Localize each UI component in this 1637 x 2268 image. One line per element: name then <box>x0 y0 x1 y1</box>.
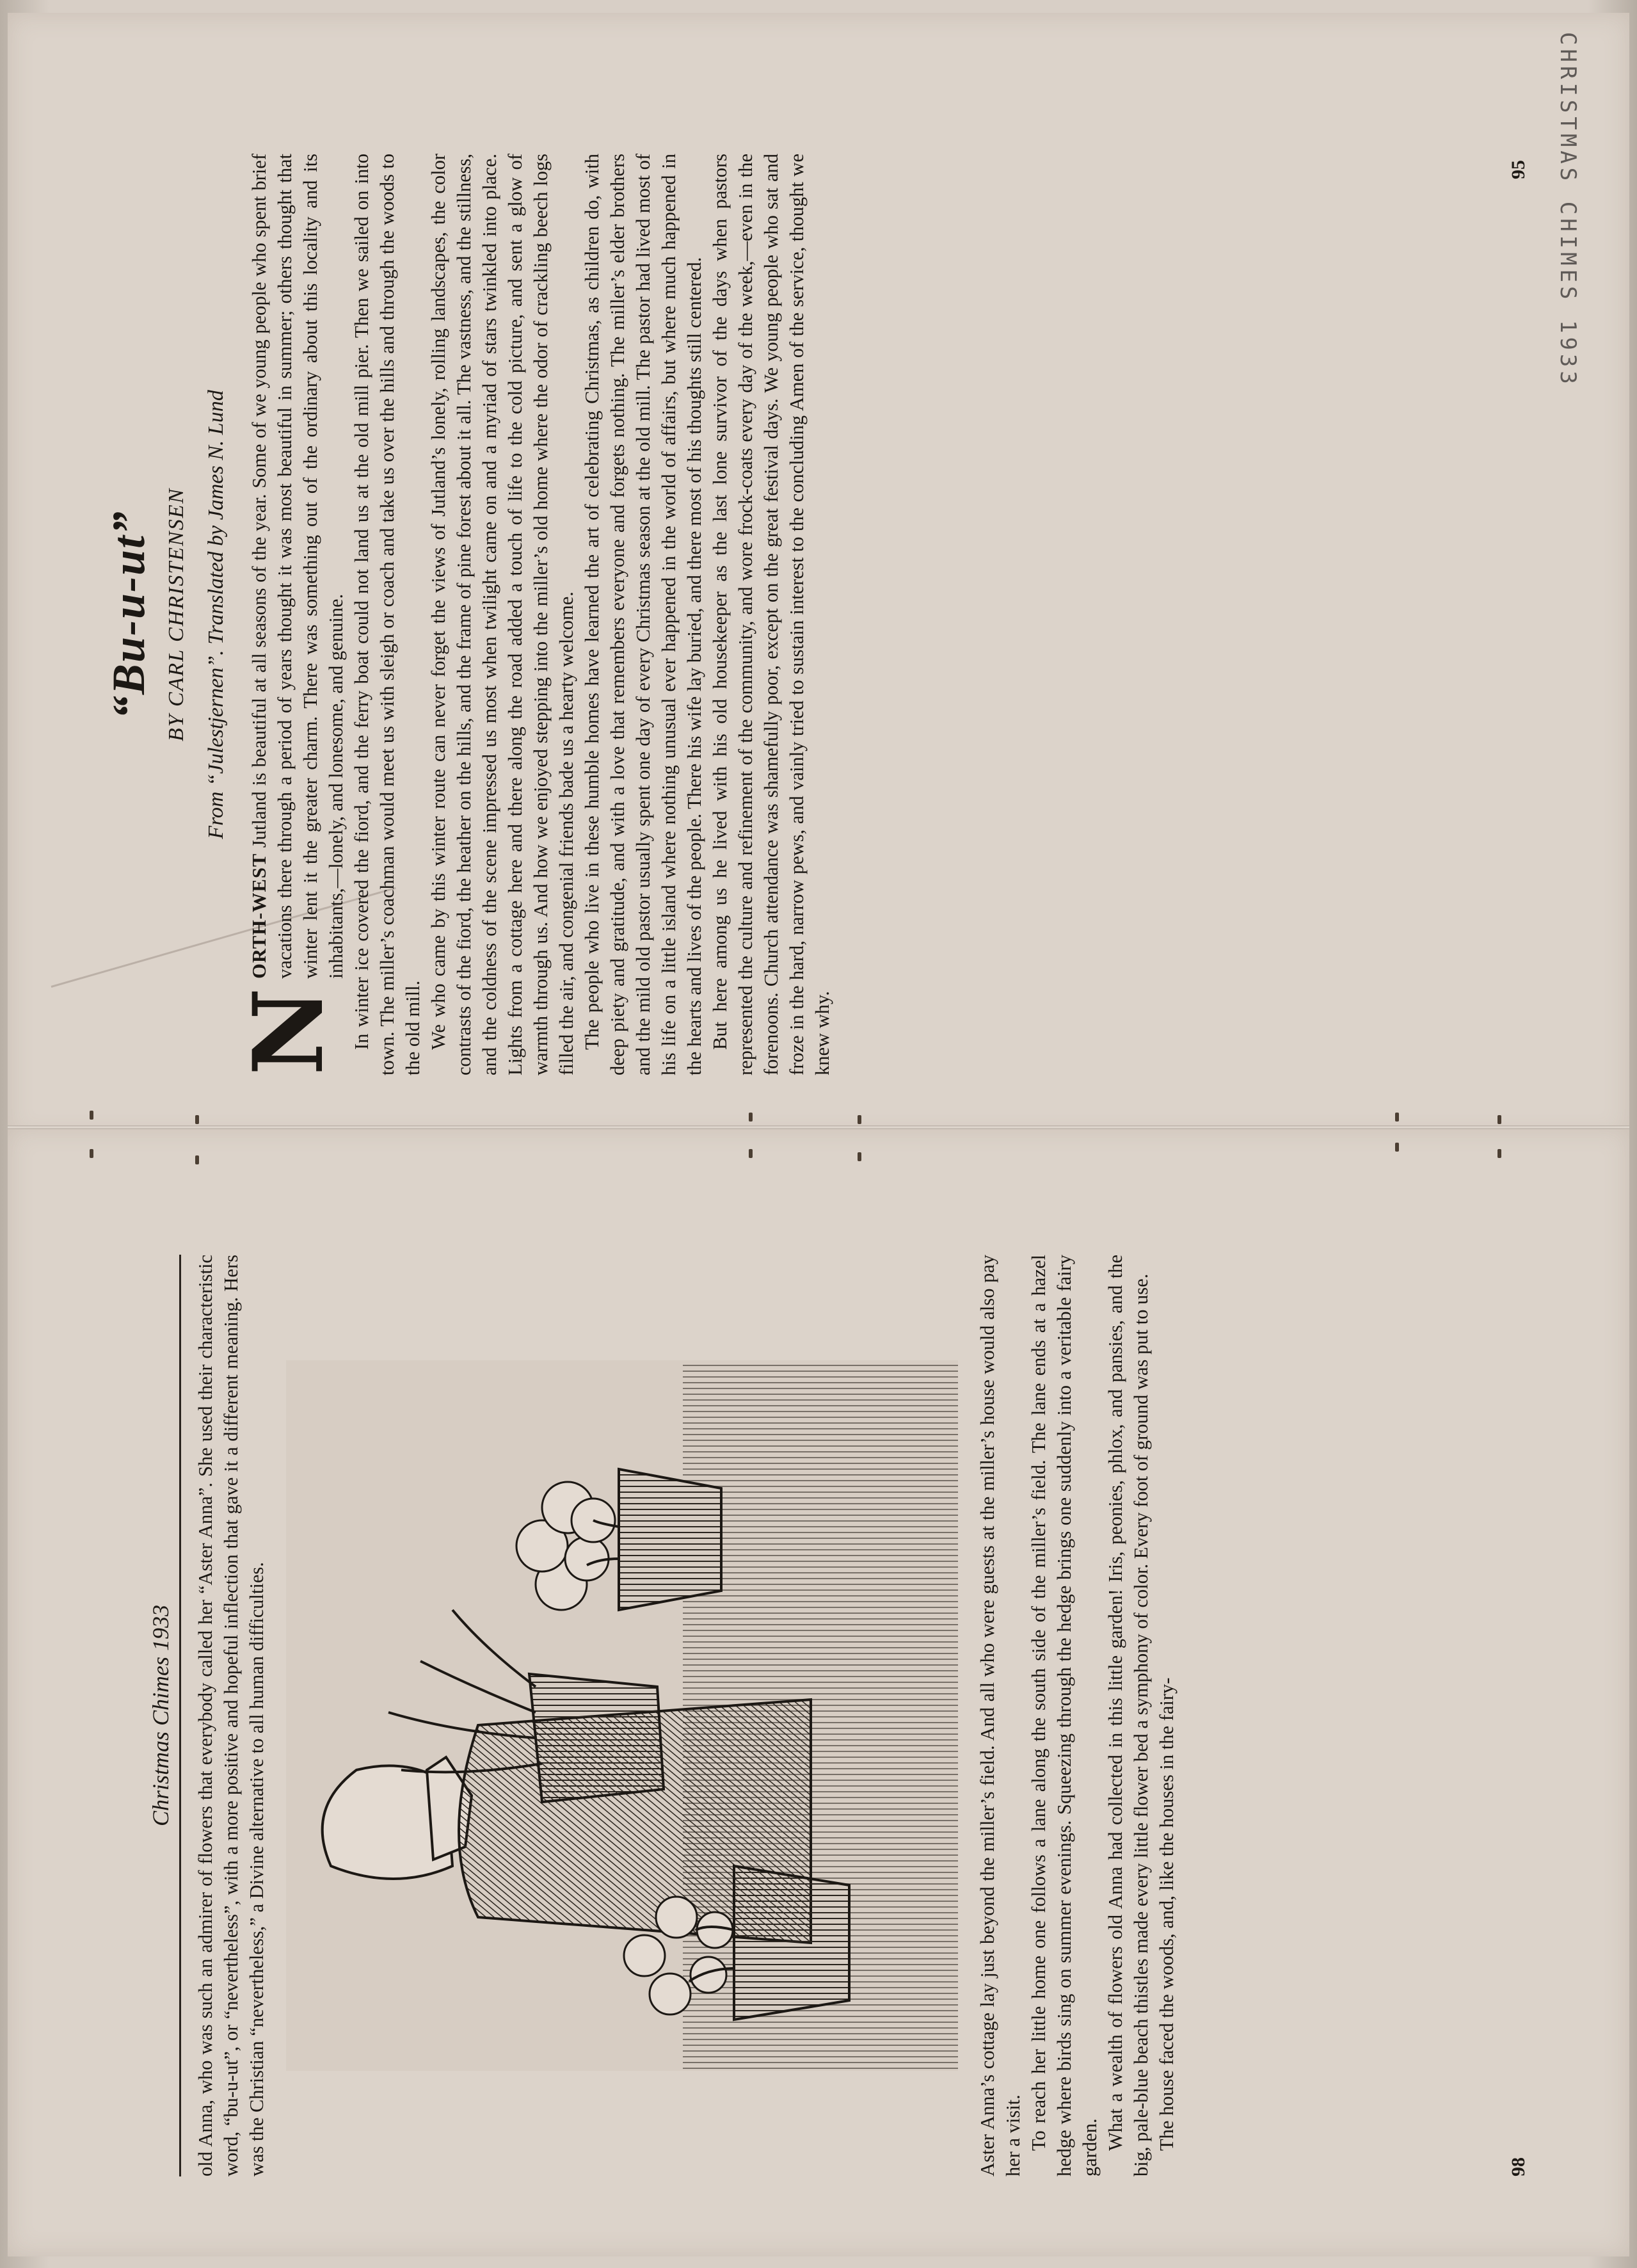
article-title: “Bu-u-ut” <box>103 510 154 720</box>
article-byline: BY CARL CHRISTENSEN <box>164 487 188 742</box>
drop-cap: N <box>232 987 345 1075</box>
article-body <box>232 154 835 1075</box>
paragraph: What a wealth of flowers old Anna had collected in this little garden! Iris, peonies, phlox, and pansies, and the big, pale-blue beach thistles made every little flower bed a symphony of color. Every foot of ground was put to use. <box>1105 1255 1152 2176</box>
stitch-mark <box>858 1115 861 1124</box>
handwritten-note: CHRISTMAS CHIMES 1933 <box>1555 32 1581 388</box>
stitch-mark <box>195 1115 199 1124</box>
stitch-mark <box>749 1113 753 1122</box>
paragraph: N ORTH-WEST Jutland is beautiful at all seasons of the year. Some of we young people who spent brief vacations there through a period of years thought it was most beautiful in summer; others thought that winter lent it the greater charm. There was something out of the ordinary about this locality and its inhabitants,—lonely, and lonesome, and genuine. <box>232 154 347 1075</box>
left-page <box>147 1255 1555 2176</box>
running-header: Christmas Chimes 1933 <box>147 1255 181 2176</box>
stitch-mark <box>1497 1149 1501 1158</box>
paragraph: old Anna, who was such an admirer of flowers that everybody called her “Aster Anna”. She used their characteristic word, “bu-u-ut”, or “nevertheless”, with a more positive and hopeful inflection that gave it a different meaning. Hers was the Christian “nevertheless,” a Divine alternative to all human difficulties. <box>195 1255 268 2176</box>
page-number: 98 <box>1508 2157 1529 2176</box>
stitch-mark <box>858 1152 861 1161</box>
illustration-drawing <box>286 1360 958 2071</box>
stitch-mark <box>1395 1113 1399 1122</box>
intro-text <box>193 1255 269 2176</box>
stitch-mark <box>90 1149 93 1158</box>
right-page <box>77 154 1587 1075</box>
stitch-mark <box>1497 1115 1501 1124</box>
stitch-mark <box>1395 1143 1399 1152</box>
paragraph: But here among us he lived with his old housekeeper as the last lone survivor of the days when pastors represented the culture and refinement of the community, and wore frock-coats every day of the week,—even in the forenoons. Church attendance was shamefully poor, except on the great festival days. We young people who sat and froze in the hard, narrow pews, and vainly tried to sustain interest to the concluding Amen of the service, thought we knew why. <box>709 154 833 1075</box>
paragraph: To reach her little home one follows a lane along the south side of the miller’s field. The lane ends at a hazel hedge where birds sing on summer evenings. Squeezing through the hedge brings one suddenly into a veritable fairy garden. <box>1028 1255 1101 2176</box>
paragraph: We who came by this winter route can never forget the views of Jutland’s lonely, rolling landscapes, the color contrasts of the fiord, the heather on the hills, and the frame of pine forest about it all. The vastness, and the stillness, and the coldness of the scene impressed us most when twilight came on and a myriad of stars twinkled into place. Lights from a cottage here and there along the road added a touch of life to the cold picture, and sent a glow of warmth through us. And how we enjoyed stepping into the miller’s old home where the odor of crackling beech logs filled the air, and congenial friends bade us a hearty welcome. <box>427 154 577 1075</box>
stitch-mark <box>749 1149 753 1158</box>
woman-with-flowers-illustration <box>286 1360 958 2071</box>
lead-words: ORTH-WEST <box>248 853 270 979</box>
stitch-mark <box>195 1155 199 1164</box>
paragraph: The people who live in these humble homes have learned the art of celebrating Christmas, as children do, with deep piety and gratitude, and with a love that remembers everyone and forgets nothing. The miller’s elder brothers and the mild old pastor usually spent one day of every Christmas season at the old mill. The pastor had lived most of his life on a little island where nothing unusual ever happened in the world of affairs, but where much happened in the hearts and lives of the people. There his wife lay buried, and there most of his thoughts still centered. <box>581 154 705 1075</box>
paragraph: In winter ice covered the fiord, and the ferry boat could not land us at the old mill pier. Then we sailed on into town. The miller’s coachman would meet us with sleigh or coach and take us over the hills and through the woods to the old mill. <box>351 154 424 1075</box>
stitch-mark <box>90 1111 93 1120</box>
paragraph: Aster Anna’s cottage lay just beyond the miller’s field. And all who were guests at the miller’s house would also pay her a visit. <box>977 1255 1024 2176</box>
article-source: From “Julestjernen”. Translated by James N. Lund <box>204 390 228 839</box>
page-number: 95 <box>1508 160 1529 179</box>
paragraph: The house faced the woods, and, like the houses in the fairy- <box>1156 1677 1178 2151</box>
center-fold <box>8 1125 1629 1129</box>
story-continuation <box>975 1255 1179 2176</box>
